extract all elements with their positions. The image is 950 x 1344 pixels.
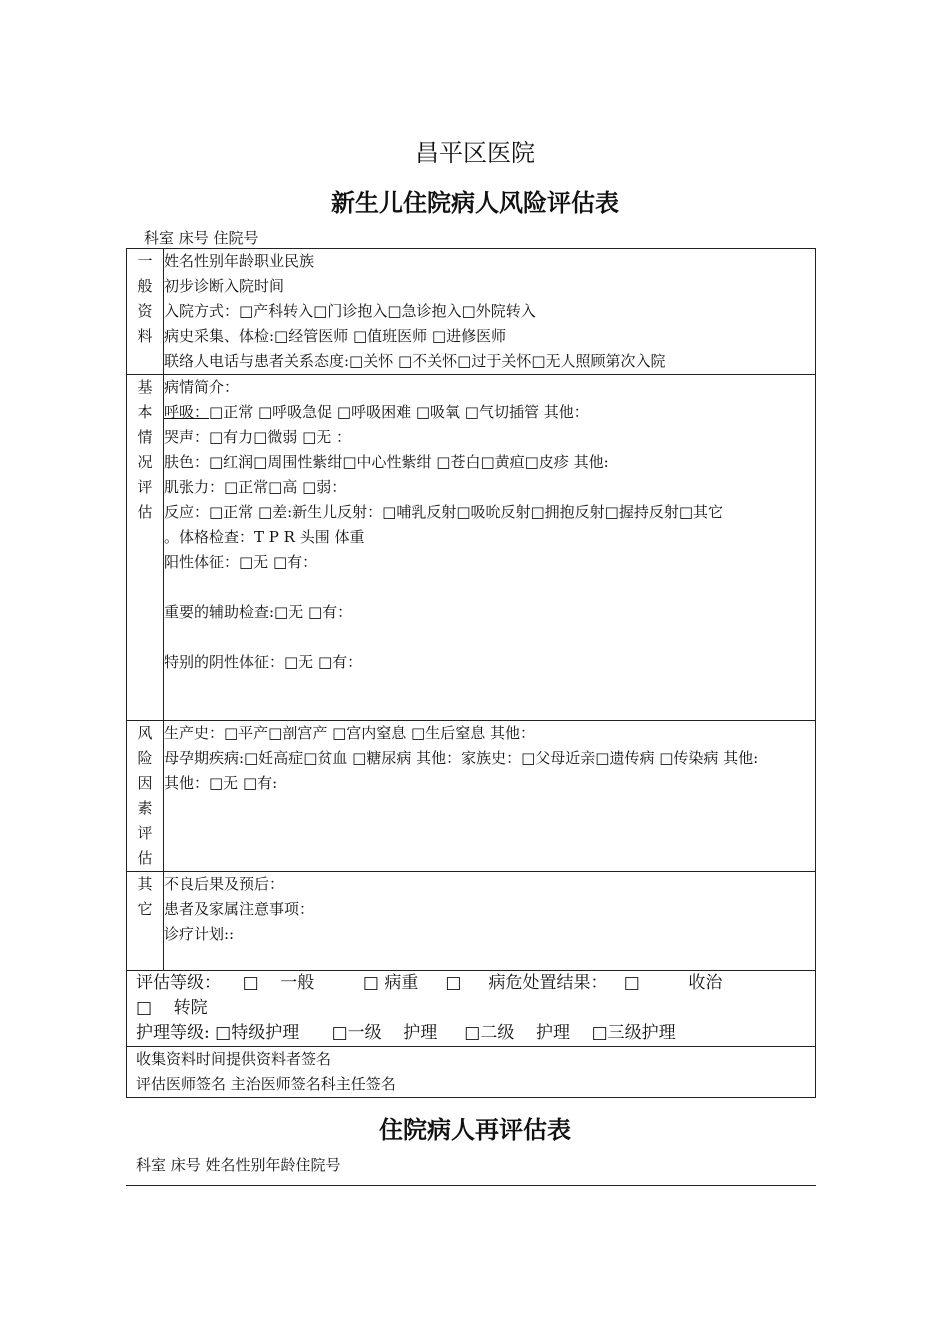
- general-line-name: 姓名性别年龄职业民族: [164, 252, 315, 270]
- section-signatures: [127, 1047, 816, 1098]
- section-basic: [127, 375, 816, 721]
- risk-line-maternal: 母孕期疾病:□妊高症□贫血 □糖尿病 其他：家族史：□父母近亲□遗传病 □传染病 其他:: [164, 749, 759, 767]
- section-content: [164, 872, 816, 971]
- section-content: [164, 249, 816, 375]
- basic-line-negative: 特别的阴性体征：□无 □有：: [164, 653, 363, 671]
- assessment-line-1: 评估等级： □ 一般 □ 病重 □ 病危处置结果： □ 收治: [136, 973, 723, 993]
- basic-line-skin: 肤色：□红润□周围性紫绀□中心性紫绀 □苍白□黄疸□皮疹 其他:: [164, 453, 609, 471]
- general-line-contact: 联络人电话与患者关系态度:□关怀 □不关怀□过于关怀□无人照顾第次入院: [164, 352, 666, 370]
- assessment-line-3: 护理等级: □特级护理 □一级 护理 □二级 护理 □三级护理: [136, 1023, 676, 1043]
- basic-line-physical: 。体格检查：T P R 头围 体重: [164, 528, 365, 546]
- assessment-line-2: □ 转院: [136, 998, 208, 1018]
- general-line-diagnosis: 初步诊断入院时间: [164, 277, 285, 295]
- basic-line-breathing: [164, 400, 815, 425]
- section-general: [127, 249, 816, 375]
- signature-line-2: 评估医师签名 主治医师签名科主任签名: [136, 1075, 396, 1093]
- divider: [126, 1185, 816, 1186]
- breathing-options: □正常 □呼吸急促 □呼吸困难 □吸氧 □气切插管 其他：: [209, 403, 589, 421]
- reassessment-subheader: 科室 床号 姓名性别年龄住院号: [136, 1156, 341, 1174]
- section-content: [164, 375, 816, 721]
- section-other: [127, 872, 816, 971]
- other-line-notes: 患者及家属注意事项：: [164, 900, 315, 918]
- risk-line-birth: 生产史：□平产□剖宫产 □宫内窒息 □生后窒息 其他：: [164, 724, 535, 742]
- section-label: 风 险 因 素 评 估: [127, 721, 164, 872]
- signatures: [127, 1047, 816, 1098]
- basic-line-tone: 肌张力：□正常□高 □弱：: [164, 478, 347, 496]
- section-label: 基 本 情 况 评 估: [127, 375, 164, 721]
- risk-line-other: 其他：□无 □有:: [164, 774, 278, 792]
- basic-line-summary: 病情简介：: [164, 378, 240, 396]
- section-assessment: [127, 971, 816, 1047]
- basic-line-reflex: 反应：□正常 □差:新生儿反射：□哺乳反射□吸吮反射□拥抱反射□握持反射□其它: [164, 503, 724, 521]
- form-title: 新生儿住院病人风险评估表: [331, 188, 619, 217]
- other-line-plan: 诊疗计划::: [164, 925, 235, 943]
- hospital-name: 昌平区医院: [415, 139, 535, 167]
- other-line-prognosis: 不良后果及预后：: [164, 875, 285, 893]
- basic-line-positive: 阳性体征：□无 □有：: [164, 553, 318, 571]
- basic-line-aux: 重要的辅助检查:□无 □有：: [164, 603, 353, 621]
- assessment-table: [126, 248, 816, 1098]
- general-line-history: 病史采集、体检:□经管医师 □值班医师 □进修医师: [164, 327, 507, 345]
- section-risk: [127, 721, 816, 872]
- assessment-level: [127, 971, 816, 1047]
- basic-line-cry: 哭声：□有力□微弱 □无 ：: [164, 428, 352, 446]
- breathing-label: 呼吸：: [164, 403, 210, 421]
- reassessment-title: 住院病人再评估表: [379, 1115, 571, 1144]
- section-label: 其 它: [127, 872, 164, 971]
- signature-line-1: 收集资料时间提供资料者签名: [136, 1050, 332, 1068]
- section-label: 一 般 资 料: [127, 249, 164, 375]
- form-subheader: 科室 床号 住院号: [144, 229, 259, 247]
- general-line-admission-method: 入院方式：□产科转入□门诊抱入□急诊抱入□外院转入: [164, 302, 536, 320]
- section-content: [164, 721, 816, 872]
